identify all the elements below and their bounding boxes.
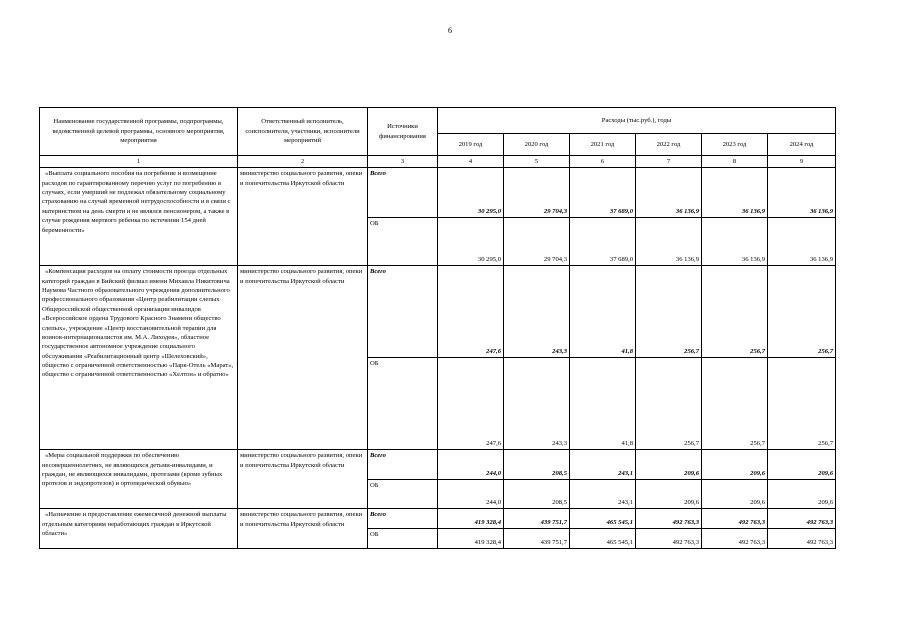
total-value: 36 136,9: [636, 168, 702, 218]
total-value: 209,6: [636, 450, 702, 480]
ob-value: 465 545,1: [570, 529, 636, 549]
header-name: Наименование государственной программы, подпрограммы, ведомственной целевой программы, основного мероприятия, мероприятия: [40, 108, 238, 156]
measure-name: «Меры социальной поддержки по обеспечению несовершеннолетних, не являющихся детьми-инвалидами, и граждан, не являющихся инвалидами, протезами (кроме зубных протезов и эндопротезов) и ортопедической обувью»: [40, 450, 238, 509]
ob-value: 256,7: [768, 358, 836, 450]
source-total: Всего: [368, 509, 438, 529]
ob-value: 256,7: [702, 358, 768, 450]
total-value: 465 545,1: [570, 509, 636, 529]
ob-value: 29 704,3: [504, 218, 570, 266]
ob-value: 244,0: [438, 480, 504, 509]
column-number: 4: [438, 156, 504, 168]
source-total: Всего: [368, 168, 438, 218]
total-value: 36 136,9: [768, 168, 836, 218]
ob-value: 439 751,7: [504, 529, 570, 549]
measure-name: «Компенсация расходов на оплату стоимости проезда отдельных категорий граждан в Бийский филиал имени Михаила Никитовича Наумова Частного образовательного учреждения дополнительного профессионального образования «Центр реабилитации слепых Общероссийской общественной организации инвалидов «Всероссийское ордена Трудового Красного Знамени общество слепых», учреждение «Центр восстановительной терапии для воинов-интернационалистов им. М.А. Лиходея», областное государственное автономное учреждение социального обслуживания «Реабилитационный центр «Шелеховский», общество с ограниченной ответственностью «Парк-Отель «Марат», общество с ограниченной ответственностью «Хелтон» и обратно»: [40, 266, 238, 450]
ob-value: 36 136,9: [768, 218, 836, 266]
ob-value: 243,1: [570, 480, 636, 509]
total-value: 492 763,3: [636, 509, 702, 529]
budget-table: [39, 107, 836, 549]
ob-value: 247,6: [438, 358, 504, 450]
column-number: 3: [368, 156, 438, 168]
total-value: 244,0: [438, 450, 504, 480]
total-value: 492 763,3: [702, 509, 768, 529]
ob-value: 492 763,3: [636, 529, 702, 549]
column-number: 2: [238, 156, 368, 168]
table-row: [40, 266, 836, 358]
total-value: 29 704,3: [504, 168, 570, 218]
header-year: 2019 год: [438, 134, 504, 156]
measure-name: «Назначение и предоставление ежемесячной денежной выплаты отдельным категориям неработающих граждан в Иркутской области»: [40, 509, 238, 549]
total-value: 209,6: [702, 450, 768, 480]
ob-value: 492 763,3: [702, 529, 768, 549]
ob-value: 209,6: [768, 480, 836, 509]
measure-executor: министерство социального развития, опеки и попечительства Иркутской области: [238, 168, 368, 266]
column-number: 5: [504, 156, 570, 168]
ob-value: 37 689,0: [570, 218, 636, 266]
measure-name: «Выплата социального пособия на погребение и возмещение расходов по гарантированному перечню услуг по погребению в случаях, если умерший не подлежал обязательному социальному страхованию на случай временной нетрудоспособности и в связи с материнством на день смерти и не являлся пенсионером, а также в случае рождения мертвого ребенка по истечении 154 дней беременности»: [40, 168, 238, 266]
header-source: Источники финансирования: [368, 108, 438, 156]
ob-value: 209,6: [636, 480, 702, 509]
ob-value: 243,3: [504, 358, 570, 450]
column-number: 6: [570, 156, 636, 168]
total-value: 256,7: [636, 266, 702, 358]
source-ob: ОБ: [368, 480, 438, 509]
ob-value: 419 328,4: [438, 529, 504, 549]
source-ob: ОБ: [368, 358, 438, 450]
header-executor: Ответственный исполнитель, соисполнители, участники, исполнители мероприятий: [238, 108, 368, 156]
table-row: [40, 450, 836, 480]
ob-value: 492 763,3: [768, 529, 836, 549]
source-total: Всего: [368, 450, 438, 480]
total-value: 209,6: [768, 450, 836, 480]
column-number: 7: [636, 156, 702, 168]
total-value: 256,7: [768, 266, 836, 358]
table-row: [40, 168, 836, 218]
column-number: 1: [40, 156, 238, 168]
header-year: 2024 год: [768, 134, 836, 156]
measure-executor: министерство социального развития, опеки и попечительства Иркутской области: [238, 509, 368, 549]
ob-value: 36 136,9: [702, 218, 768, 266]
column-number-row: [40, 156, 836, 168]
ob-value: 208,5: [504, 480, 570, 509]
source-ob: ОБ: [368, 529, 438, 549]
ob-value: 209,6: [702, 480, 768, 509]
page-number: 6: [448, 26, 452, 35]
total-value: 30 295,0: [438, 168, 504, 218]
header-year: 2021 год: [570, 134, 636, 156]
header-expenses: Расходы (тыс.руб.), годы: [438, 108, 836, 134]
total-value: 41,8: [570, 266, 636, 358]
column-number: 8: [702, 156, 768, 168]
total-value: 36 136,9: [702, 168, 768, 218]
total-value: 492 763,3: [768, 509, 836, 529]
header-year: 2023 год: [702, 134, 768, 156]
total-value: 419 328,4: [438, 509, 504, 529]
total-value: 243,3: [504, 266, 570, 358]
total-value: 37 689,0: [570, 168, 636, 218]
header-year: 2020 год: [504, 134, 570, 156]
source-ob: ОБ: [368, 218, 438, 266]
ob-value: 30 295,0: [438, 218, 504, 266]
total-value: 256,7: [702, 266, 768, 358]
total-value: 208,5: [504, 450, 570, 480]
ob-value: 256,7: [636, 358, 702, 450]
ob-value: 41,8: [570, 358, 636, 450]
measure-executor: министерство социального развития, опеки и попечительства Иркутской области: [238, 266, 368, 450]
measure-executor: министерство социального развития, опеки и попечительства Иркутской области: [238, 450, 368, 509]
header-year: 2022 год: [636, 134, 702, 156]
table-row: [40, 509, 836, 529]
total-value: 247,6: [438, 266, 504, 358]
ob-value: 36 136,9: [636, 218, 702, 266]
total-value: 439 751,7: [504, 509, 570, 529]
column-number: 9: [768, 156, 836, 168]
total-value: 243,1: [570, 450, 636, 480]
source-total: Всего: [368, 266, 438, 358]
